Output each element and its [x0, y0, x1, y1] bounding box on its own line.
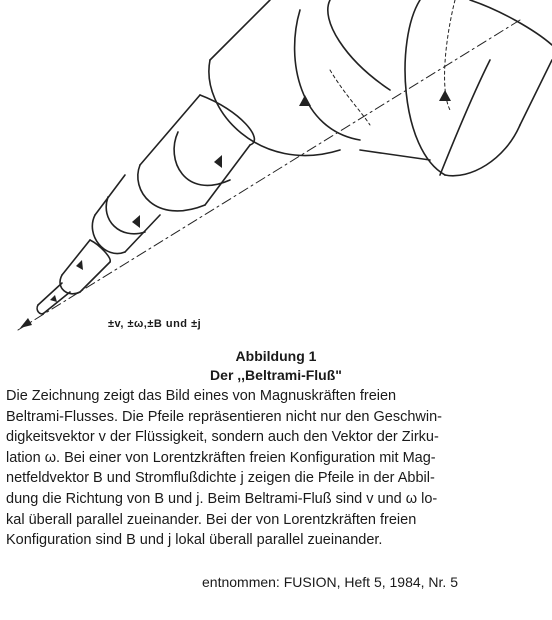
source-citation: entnommen: FUSION, Heft 5, 1984, Nr. 5 [202, 574, 458, 590]
flow-arrows [20, 90, 451, 328]
description-line: Die Zeichnung zeigt das Bild eines von Magnuskräften freien [6, 388, 397, 404]
description-line: dung die Richtung von B und j. Beim Beltrami-Fluß sind v und ω lo- [6, 490, 438, 507]
vector-legend: ±v, ±ω,±B und ±j [108, 318, 202, 330]
arrow-head [439, 90, 451, 101]
figure-description [6, 386, 510, 551]
description-line: Beltrami-Flusses. Die Pfeile repräsentieren nicht nur den Geschwin- [6, 408, 442, 425]
figure-title: Der ,,Beltrami-Fluß" [210, 367, 342, 383]
description-line: Konfiguration sind B und j lokal überall parallel zueinander. [6, 532, 383, 549]
small-cylinder [92, 175, 160, 254]
description-line: netfeldvektor B und Stromflußdichte j zeigen die Pfeile in der Abbil- [6, 470, 435, 487]
middle-cylinder [138, 95, 255, 211]
arrow-head [299, 95, 311, 106]
arrow-head [20, 318, 32, 328]
description-line: lation ω. Bei einer von Lorentzkräften freien Konfiguration mit Mag- [6, 449, 436, 466]
arrow-head [214, 155, 222, 168]
arrow-head [76, 260, 83, 270]
arrow-head [132, 215, 140, 228]
figure-number: Abbildung 1 [235, 348, 317, 364]
description-line: kal überall parallel zueinander. Bei der von Lorentzkräften freien [6, 511, 417, 528]
description-line: digkeitsvektor v der Flüssigkeit, sondern auch den Vektor der Zirku- [6, 429, 439, 446]
arrow-head [50, 295, 57, 302]
outer-cylinder [209, 0, 552, 176]
